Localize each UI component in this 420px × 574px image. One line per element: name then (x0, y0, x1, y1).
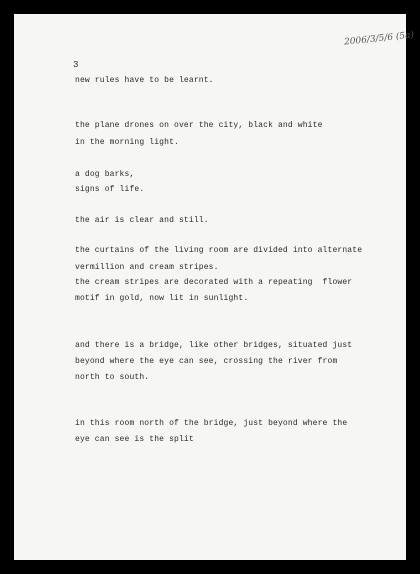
text-line: a dog barks, (75, 170, 135, 179)
text-line: beyond where the eye can see, crossing the river from (75, 357, 338, 366)
text-line: vermillion and cream stripes. (75, 263, 219, 272)
text-line: in the morning light. (75, 138, 179, 147)
page-number: 3 (73, 60, 79, 70)
text-line: north to south. (75, 373, 150, 382)
text-line: in this room north of the bridge, just beyond where the (75, 419, 348, 428)
text-line: and there is a bridge, like other bridges, situated just (75, 341, 353, 350)
document-page (14, 14, 415, 560)
text-line: the air is clear and still. (75, 216, 209, 225)
text-line: the cream stripes are decorated with a repeating flower (75, 278, 353, 287)
text-line: eye can see is the split (75, 435, 194, 444)
text-line: motif in gold, now lit in sunlight. (75, 294, 249, 303)
archive-reference: 2006/3/5/6 (5a) (343, 30, 415, 48)
text-line: new rules have to be learnt. (75, 76, 214, 85)
text-line: signs of life. (75, 185, 145, 194)
text-line: the curtains of the living room are divided into alternate (75, 246, 363, 255)
text-line: the plane drones on over the city, black and white (75, 121, 323, 130)
